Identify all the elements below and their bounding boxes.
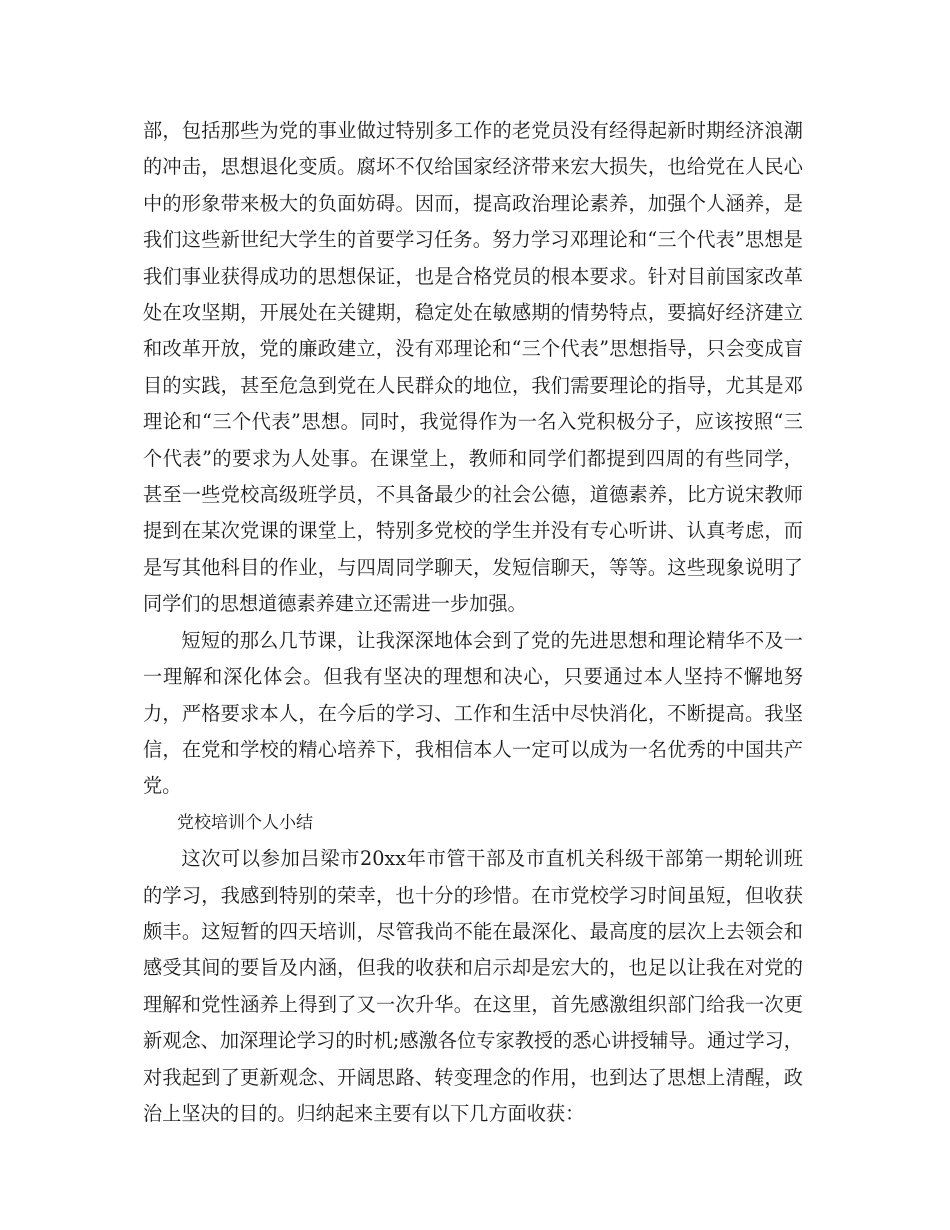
section-heading: 党校培训个人小结: [177, 812, 313, 833]
document-body: [143, 113, 803, 1132]
body-paragraph: 短短的那么几节课，让我深深地体会到了党的先进思想和理论精华不及一一理解和深化体会。但我有坚决的理想和决心，只要通过本人坚持不懈地努力，严格要求本人，在今后的学习、工作和生活中尽快消化，不断提高。我坚信，在党和学校的精心培养下，我相信本人一定可以成为一名优秀的中国共产党。: [143, 628, 803, 798]
section-paragraph: 这次可以参加吕梁市20xx年市管干部及市直机关科级干部第一期轮训班的学习，我感到特别的荣幸，也十分的珍惜。在市党校学习时间虽短，但收获颇丰。这短暂的四天培训，尽管我尚不能在最深化、最高度的层次上去领会和感受其间的要旨及内涵，但我的收获和启示却是宏大的，也足以让我在对党的理解和党性涵养上得到了又一次升华。在这里，首先感激组织部门给我一次更新观念、加深理论学习的时机;感激各位专家教授的悉心讲授辅导。通过学习，对我起到了更新观念、开阔思路、转变理念的作用，也到达了思想上清醒，政治上坚决的目的。归纳起来主要有以下几方面收获：: [143, 847, 803, 1125]
body-paragraph-continued: 部，包括那些为党的事业做过特别多工作的老党员没有经得起新时期经济浪潮的冲击，思想退化变质。腐坏不仅给国家经济带来宏大损失，也给党在人民心中的形象带来极大的负面妨碍。因而，提高政治理论素养，加强个人涵养，是我们这些新世纪大学生的首要学习任务。努力学习邓理论和“三个代表”思想是我们事业获得成功的思想保证，也是合格党员的根本要求。针对目前国家改革处在攻坚期，开展处在关键期，稳定处在敏感期的情势特点，要搞好经济建立和改革开放，党的廉政建立，没有邓理论和“三个代表”思想指导，只会变成盲目的实践，甚至危急到党在人民群众的地位，我们需要理论的指导，尤其是邓理论和“三个代表”思想。同时，我觉得作为一名入党积极分子，应该按照“三个代表”的要求为人处事。在课堂上，教师和同学们都提到四周的有些同学，甚至一些党校高级班学员，不具备最少的社会公德，道德素养，比方说宋教师提到在某次党课的课堂上，特别多党校的学生并没有专心听讲、认真考虑，而是写其他科目的作业，与四周同学聊天，发短信聊天，等等。这些现象说明了同学们的思想道德素养建立还需进一步加强。: [143, 119, 803, 616]
